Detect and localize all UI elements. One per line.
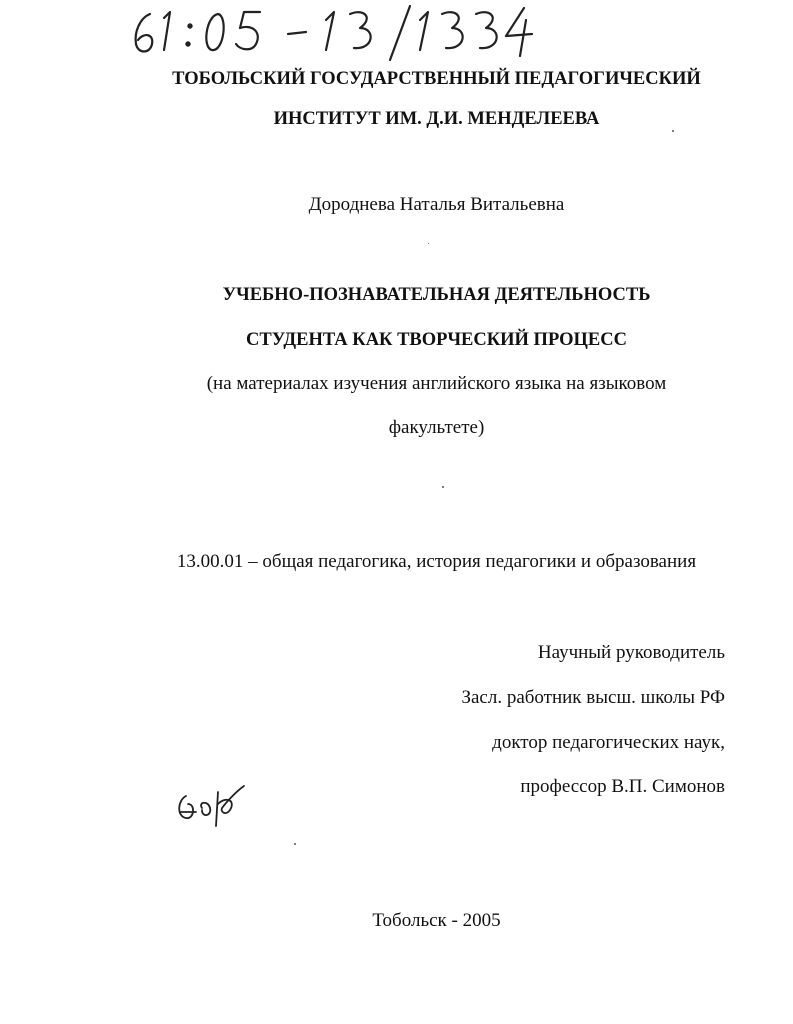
thesis-subtitle-line-2: факультете) — [388, 417, 485, 438]
scan-speck — [442, 486, 444, 488]
supervisor-name: профессор В.П. Симонов — [520, 776, 725, 797]
supervisor-label: Научный руководитель — [537, 642, 725, 663]
institution-line-1: ТОБОЛЬСКИЙ ГОСУДАРСТВЕННЫЙ ПЕДАГОГИЧЕСКИЙ — [172, 69, 701, 89]
city-year: Тобольск - 2005 — [372, 910, 501, 931]
institution-line-2: ИНСТИТУТ ИМ. Д.И. МЕНДЕЛЕЕВА — [273, 109, 600, 129]
scan-speck — [294, 843, 296, 845]
signature — [172, 782, 252, 832]
thesis-title-line-2: СТУДЕНТА КАК ТВОРЧЕСКИЙ ПРОЦЕСС — [246, 330, 627, 350]
author-name: Дороднева Наталья Витальевна — [308, 194, 565, 215]
thesis-title-line-1: УЧЕБНО-ПОЗНАВАТЕЛЬНАЯ ДЕЯТЕЛЬНОСТЬ — [222, 285, 651, 305]
specialty-code: 13.00.01 – общая педагогика, история педагогики и образования — [176, 551, 697, 572]
supervisor-honor: Засл. работник высш. школы РФ — [461, 687, 725, 708]
thesis-subtitle-line-1: (на материалах изучения английского языка на языковом — [206, 373, 667, 394]
scan-speck — [428, 243, 429, 244]
handwritten-archive-code — [128, 4, 538, 62]
supervisor-degree: доктор педагогических наук, — [492, 732, 725, 753]
scan-speck — [672, 130, 674, 132]
